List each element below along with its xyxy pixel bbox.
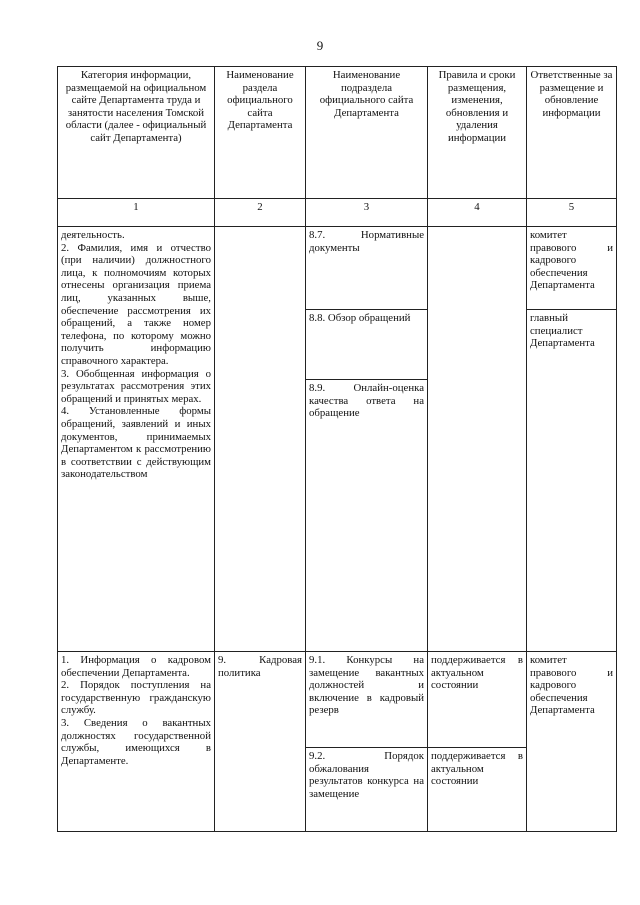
- page-number: 9: [316, 38, 324, 53]
- column-number-row: [58, 199, 617, 227]
- rules-cell-block1: [428, 227, 527, 652]
- header-rules: Правила и сроки размещения, изменения, обновления и удаления информации: [428, 67, 527, 199]
- subsection-cell: 8.7. Нормативные документы: [306, 227, 428, 310]
- table-row: [58, 652, 617, 748]
- column-number-2: 2: [215, 199, 306, 227]
- information-table: [57, 66, 617, 832]
- subsection-cell: 9.1. Конкурсы на замещение вакантных должностей и включение в кадровый резерв: [306, 652, 428, 748]
- column-number-4: 4: [428, 199, 527, 227]
- category-text: 2. Порядок поступления на государственную гражданскую службу.: [61, 679, 211, 717]
- subsection-cell: 8.8. Обзор обращений: [306, 310, 428, 380]
- category-cell-block2: [58, 652, 215, 832]
- column-number-3: 3: [306, 199, 428, 227]
- category-text: 2. Фамилия, имя и отчество (при наличии) должностного лица, к полномочиям которых отнесены организация приема лиц, указанных выше, обеспечение рассмотрения их обращений, а также номер телефона, по которому можно получить информацию справочного характера.: [61, 241, 211, 367]
- column-number-5: 5: [527, 199, 617, 227]
- responsible-cell: главный специалист Департамента: [527, 310, 617, 652]
- category-text: 1. Информация о кадровом обеспечении Департамента.: [61, 654, 211, 679]
- section-cell-block2: 9. Кадровая политика: [215, 652, 306, 832]
- rules-cell: поддерживается в актуальном состоянии: [428, 748, 527, 832]
- section-cell-block1: [215, 227, 306, 652]
- category-text: 3. Обобщенная информация о результатах рассмотрения этих обращений и принятых мерах.: [61, 367, 211, 405]
- rules-cell: поддерживается в актуальном состоянии: [428, 652, 527, 748]
- header-category: Категория информации, размещаемой на официальном сайте Департамента труда и занятости населения Томской области (далее - официальный сайт Департамента): [58, 67, 215, 199]
- header-subsection: Наименование подраздела официального сайта Департамента: [306, 67, 428, 199]
- header-section: Наименование раздела официального сайта Департамента: [215, 67, 306, 199]
- subsection-cell: 8.9. Онлайн-оценка качества ответа на обращение: [306, 380, 428, 652]
- category-cell-block1: [58, 227, 215, 652]
- subsection-cell: 9.2. Порядок обжалования результатов конкурса на замещение: [306, 748, 428, 832]
- responsible-cell: комитет правового и кадрового обеспечения Департамента: [527, 652, 617, 832]
- category-text: деятельность.: [61, 229, 125, 241]
- category-text: 3. Сведения о вакантных должностях государственной службы, имеющихся в Департаменте.: [61, 716, 211, 767]
- column-number-1: 1: [58, 199, 215, 227]
- header-row: [58, 67, 617, 199]
- category-text: 4. Установленные формы обращений, заявлений и иных документов, принимаемых Департаментом к рассмотрению в соответствии с действующим законодательством: [61, 405, 211, 481]
- header-responsible: Ответственные за размещение и обновление информации: [527, 67, 617, 199]
- table-row: [58, 227, 617, 310]
- responsible-cell: комитет правового и кадрового обеспечения Департамента: [527, 227, 617, 310]
